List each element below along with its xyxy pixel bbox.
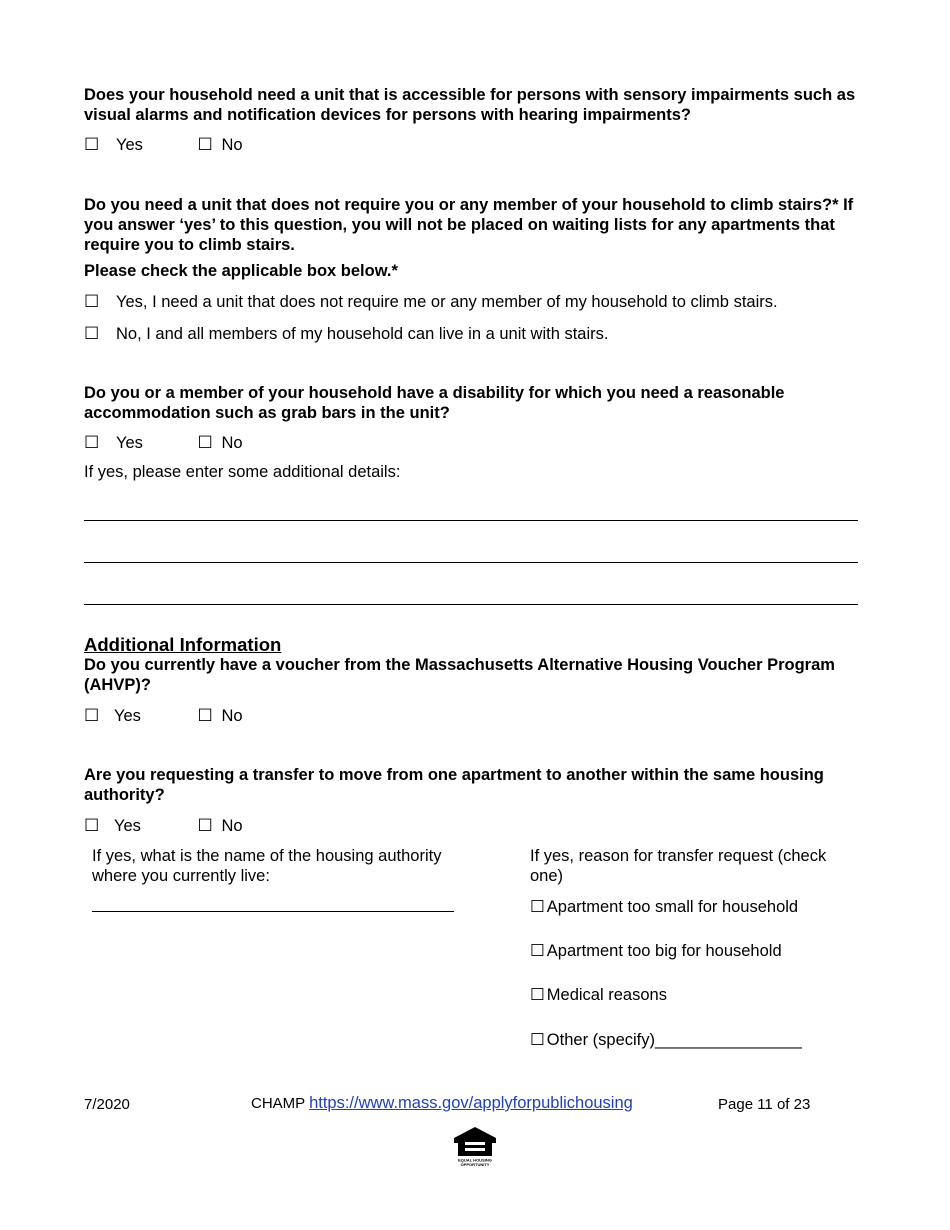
transfer-yes-checkbox[interactable] (84, 816, 141, 836)
voucher-no-label: No (221, 706, 243, 725)
checkbox-icon: ☐ (530, 898, 545, 916)
question-sensory: Does your household need a unit that is accessible for persons with sensory impairments such as visual alarms and notification devices for persons with hearing impairments? (84, 86, 856, 124)
reason-label: If yes, reason for transfer request (check one) (530, 847, 827, 885)
checkbox-icon: ☐ (84, 706, 100, 725)
reason-other-label: Other (specify)________________ (546, 1031, 802, 1049)
stairs-instruction: Please check the applicable box below.* (84, 262, 398, 280)
stairs-option-no-label: No, I and all members of my household can live in a unit with stairs. (116, 325, 609, 343)
checkbox-icon: ☐ (84, 433, 100, 452)
reason-too-small[interactable] (530, 897, 798, 917)
checkbox-icon: ☐ (530, 942, 545, 960)
checkbox-icon: ☐ (84, 135, 100, 154)
reason-medical-label: Medical reasons (546, 986, 667, 1004)
question-voucher: Do you currently have a voucher from the Massachusetts Alternative Housing Voucher Program (AHVP)? (84, 656, 835, 694)
checkbox-icon: ☐ (197, 135, 213, 154)
stairs-option-no[interactable] (84, 324, 608, 344)
accommodation-yes-checkbox[interactable] (84, 433, 143, 453)
details-line-1[interactable] (84, 520, 858, 521)
housing-authority-label: If yes, what is the name of the housing authority where you currently live: (92, 847, 442, 885)
sensory-options (84, 135, 243, 155)
checkbox-icon: ☐ (84, 816, 100, 835)
voucher-no-checkbox[interactable] (198, 706, 243, 726)
section-heading: Additional Information (84, 634, 282, 655)
equal-housing-logo-icon (451, 1125, 499, 1167)
housing-authority-line[interactable] (92, 911, 454, 912)
checkbox-icon: ☐ (197, 706, 213, 725)
accommodation-yes-label: Yes (116, 433, 143, 452)
reason-too-big-label: Apartment too big for household (546, 942, 782, 960)
svg-text:OPPORTUNITY: OPPORTUNITY (460, 1162, 490, 1167)
checkbox-icon: ☐ (530, 1031, 545, 1049)
reason-medical[interactable] (530, 985, 667, 1005)
checkbox-icon: ☐ (197, 816, 213, 835)
voucher-yes-label: Yes (114, 706, 141, 725)
details-line-3[interactable] (84, 604, 858, 605)
voucher-yes-checkbox[interactable] (84, 706, 141, 726)
checkbox-icon: ☐ (197, 433, 213, 452)
footer-date: 7/2020 (84, 1096, 130, 1113)
reason-too-big[interactable] (530, 941, 782, 961)
footer-program (251, 1094, 633, 1113)
accommodation-options (84, 433, 243, 453)
details-line-2[interactable] (84, 562, 858, 563)
reason-too-small-label: Apartment too small for household (546, 898, 799, 916)
sensory-yes-checkbox[interactable] (84, 135, 143, 155)
accommodation-no-checkbox[interactable] (198, 433, 243, 453)
reason-other[interactable] (530, 1030, 802, 1050)
checkbox-icon: ☐ (84, 324, 100, 343)
details-label: If yes, please enter some additional details: (84, 463, 401, 481)
svg-text:EQUAL HOUSING: EQUAL HOUSING (458, 1157, 492, 1163)
question-stairs: Do you need a unit that does not require you or any member of your household to climb stairs?* If you answer ‘yes’ to this question, you will not be placed on waiting lists for any apartments that require you to climb stairs. (84, 196, 854, 254)
sensory-no-label: No (221, 135, 243, 154)
checkbox-icon: ☐ (84, 292, 100, 311)
footer-program-name: CHAMP (251, 1095, 305, 1112)
stairs-option-yes[interactable] (84, 292, 778, 312)
transfer-options (84, 816, 243, 836)
sensory-yes-label: Yes (116, 135, 143, 154)
question-accommodation: Do you or a member of your household have a disability for which you need a reasonable accommodation such as grab bars in the unit? (84, 384, 785, 422)
checkbox-icon: ☐ (530, 986, 545, 1004)
footer-url-link[interactable]: https://www.mass.gov/applyforpublichousing (309, 1094, 633, 1112)
accommodation-no-label: No (221, 433, 243, 452)
question-transfer: Are you requesting a transfer to move from one apartment to another within the same housing authority? (84, 766, 824, 804)
sensory-no-checkbox[interactable] (198, 135, 243, 155)
transfer-yes-label: Yes (114, 816, 141, 835)
voucher-options (84, 706, 243, 726)
footer-page-number: Page 11 of 23 (718, 1096, 811, 1113)
transfer-no-label: No (221, 816, 243, 835)
stairs-option-yes-label: Yes, I need a unit that does not require me or any member of my household to climb stairs. (116, 293, 778, 311)
transfer-no-checkbox[interactable] (198, 816, 243, 836)
